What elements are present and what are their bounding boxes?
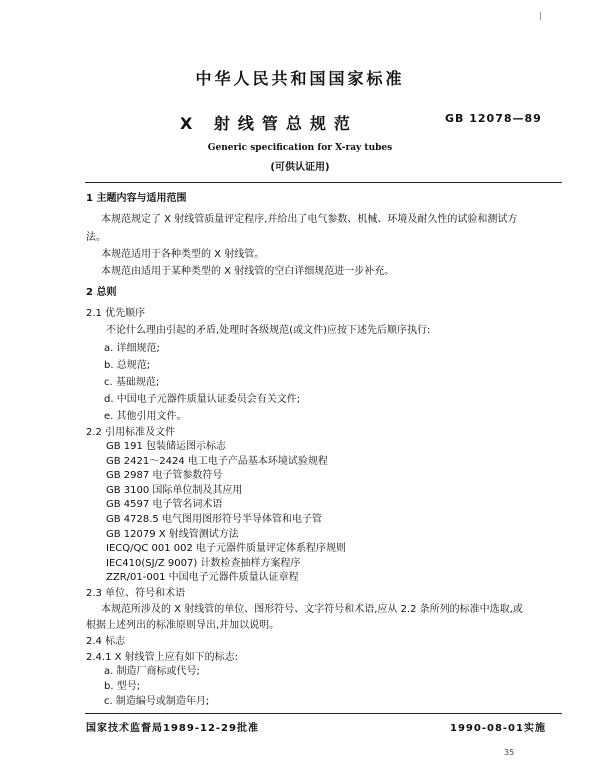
clause-2-4-1-heading: 2.4.1 X 射线管上应有如下的标志:	[86, 652, 239, 663]
scan-mark	[540, 12, 541, 20]
reference-item: ZZR/01-001 中国电子元器件质量认证章程	[106, 572, 299, 584]
approval-note: 国家技术监督局1989-12-29批准	[86, 723, 259, 734]
paragraph-continuation: 根据上述列出的标准原则导出,并加以说明。	[86, 620, 280, 631]
header-rule	[85, 182, 562, 183]
standard-code: GB 12078—89	[445, 112, 542, 125]
reference-item: IECQ/QC 001 002 电子元器件质量评定体系程序规则	[106, 543, 347, 555]
list-item: c. 制造编号或制造年月;	[104, 696, 210, 707]
reference-item: GB 2987 电子管参数符号	[106, 470, 223, 482]
list-item: b. 总规范;	[104, 360, 151, 371]
national-standard-heading: 中华人民共和国国家标准	[195, 69, 405, 88]
reference-item: IEC410(SJ/Z 9007) 计数检查抽样方案程序	[106, 557, 301, 569]
page-number: 35	[504, 748, 515, 757]
list-item: b. 型号;	[104, 681, 141, 692]
clause-2-4-heading: 2.4 标志	[86, 636, 126, 647]
reference-item: GB 191 包装储运图示标志	[106, 441, 227, 452]
list-item: d. 中国电子元器件质量认证委员会有关文件;	[104, 394, 301, 405]
clause-2-1-heading: 2.1 优先顺序	[86, 308, 146, 319]
list-item: a. 制造厂商标或代号;	[104, 666, 200, 677]
footer-rule	[85, 713, 562, 714]
reference-item: GB 4728.5 电气图用图形符号半导体管和电子管	[106, 514, 322, 525]
reference-item: GB 12079 X 射线管测试方法	[106, 528, 239, 540]
paragraph-continuation: 法。	[86, 232, 106, 243]
list-item: a. 详细规范;	[104, 343, 160, 354]
clause-2-3-heading: 2.3 单位、符号和术语	[86, 588, 186, 599]
list-item: c. 基础规范;	[104, 377, 160, 388]
standard-title: X 射线管总规范	[180, 114, 358, 133]
paragraph: 本规范所涉及的 X 射线管的单位、图形符号、文字符号和术语,应从 2.2 条所列的标准中选取,或	[101, 604, 523, 615]
reference-item: GB 3100 国际单位制及其应用	[106, 484, 243, 496]
clause-2-2-heading: 2.2 引用标准及文件	[86, 427, 176, 438]
list-item: e. 其他引用文件。	[104, 411, 187, 422]
reference-item: GB 2421～2424 电工电子产品基本环境试验规程	[106, 455, 328, 467]
paragraph: 本规范由适用于某种类型的 X 射线管的空白详细规范进一步补充。	[101, 266, 395, 277]
reference-item: GB 4597 电子管名词术语	[106, 499, 223, 511]
paragraph: 本规范适用于各种类型的 X 射线管。	[101, 249, 265, 260]
paragraph: 本规范规定了 X 射线管质量评定程序,并给出了电气参数、机械、环境及耐久性的试验和测试方	[101, 214, 518, 225]
section-1-heading: 1 主题内容与适用范围	[86, 193, 187, 204]
section-2-heading: 2 总则	[86, 287, 117, 298]
paragraph: 不论什么理由引起的矛盾,处理时各级规范(或文件)应按下述先后顺序执行:	[106, 325, 431, 336]
english-title: Generic specification for X-ray tubes	[207, 143, 393, 153]
effective-date: 1990-08-01实施	[450, 723, 546, 734]
title-note: (可供认证用)	[270, 162, 330, 173]
